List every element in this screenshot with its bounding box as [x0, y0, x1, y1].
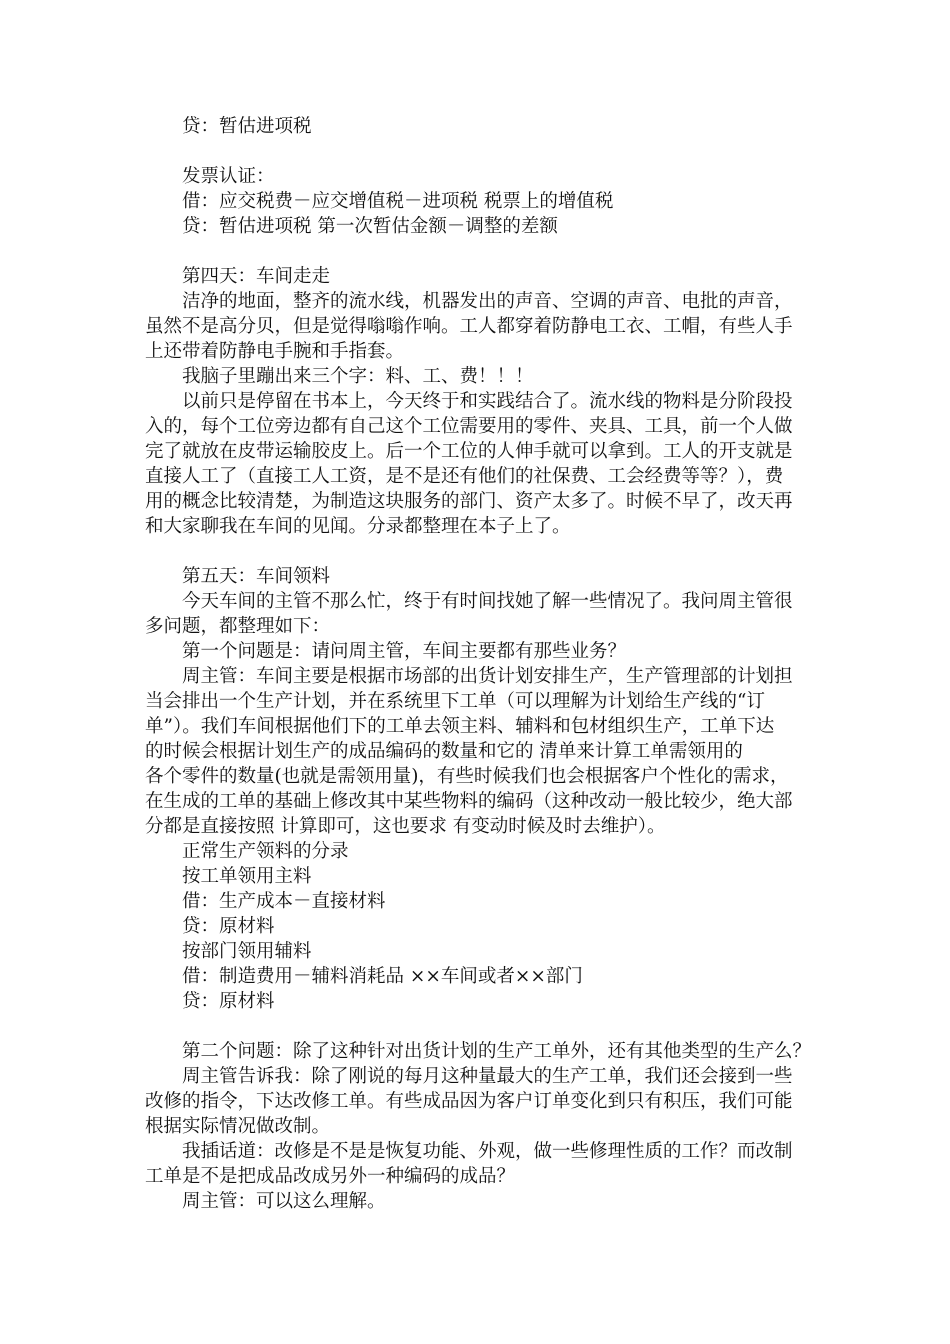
text-line: 我插话道：改修是不是是恢复功能、外观，做一些修理性质的工作？而改制	[182, 1141, 793, 1162]
text-line: 周主管：可以这么理解。	[182, 1191, 386, 1212]
text-line: 当会排出一个生产计划，并在系统里下工单（可以理解为计划给生产线的“订	[145, 691, 765, 712]
section-heading: 第五天：车间领料	[182, 566, 331, 587]
text-line: 我脑子里蹦出来三个字：料、工、费！！！	[182, 366, 534, 387]
text-line: 分都是直接按照 计算即可，这也要求 有变动时候及时去维护）。	[145, 816, 666, 837]
text-line: 根据实际情况做改制。	[145, 1116, 331, 1137]
text-line: 洁净的地面，整齐的流水线，机器发出的声音、空调的声音、电批的声音，	[182, 291, 793, 312]
text-line: 贷：暂估进项税 第一次暂估金额－调整的差额	[182, 216, 558, 237]
text-line: 借：制造费用－辅料消耗品 ××车间或者××部门	[182, 966, 583, 987]
text-line: 虽然不是高分贝，但是觉得嗡嗡作响。工人都穿着防静电工衣、工帽，有些人手	[145, 316, 793, 337]
text-line: 今天车间的主管不那么忙，终于有时间找她了解一些情况了。我问周主管很	[182, 591, 793, 612]
text-line: 工单是不是把成品改成另外一种编码的成品？	[145, 1166, 516, 1187]
text-line: 完了就放在皮带运输胶皮上。后一个工位的人伸手就可以拿到。工人的开支就是	[145, 441, 793, 462]
text-line: 单”）。我们车间根据他们下的工单去领主料、辅料和包材组织生产，工单下达	[145, 716, 775, 737]
text-line: 各个零件的数量(也就是需领用量)，有些时候我们也会根据客户个性化的需求，	[145, 766, 789, 787]
text-line: 周主管：车间主要是根据市场部的出货计划安排生产，生产管理部的计划担	[182, 666, 793, 687]
text-line: 在生成的工单的基础上修改其中某些物料的编码（这种改动一般比较少，绝大部	[145, 791, 793, 812]
text-line: 直接人工了（直接工人工资，是不是还有他们的社保费、工会经费等等？），费	[145, 466, 784, 487]
text-line: 周主管告诉我：除了刚说的每月这种量最大的生产工单，我们还会接到一些	[182, 1066, 793, 1087]
text-line: 贷：暂估进项税	[182, 116, 312, 137]
text-line: 发票认证：	[182, 166, 275, 187]
text-line: 用的概念比较清楚，为制造这块服务的部门、资产太多了。时候不早了，改天再	[145, 491, 793, 512]
text-line: 的时候会根据计划生产的成品编码的数量和它的 清单来计算工单需领用的	[145, 741, 743, 762]
section-heading: 第四天：车间走走	[182, 266, 331, 287]
text-line: 改修的指令，下达改修工单。有些成品因为客户订单变化到只有积压，我们可能	[145, 1091, 793, 1112]
text-line: 正常生产领料的分录	[182, 841, 349, 862]
text-line: 贷：原材料	[182, 916, 275, 937]
text-line: 以前只是停留在书本上，今天终于和实践结合了。流水线的物料是分阶段投	[182, 391, 793, 412]
text-line: 贷：原材料	[182, 991, 275, 1012]
text-line: 和大家聊我在车间的见闻。分录都整理在本子上了。	[145, 516, 571, 537]
text-line: 第一个问题是：请问周主管，车间主要都有那些业务？	[182, 641, 627, 662]
text-line: 多问题，都整理如下：	[145, 616, 331, 637]
text-line: 按部门领用辅料	[182, 941, 312, 962]
text-line: 上还带着防静电手腕和手指套。	[145, 341, 405, 362]
text-line: 按工单领用主料	[182, 866, 312, 887]
text-line: 第二个问题：除了这种针对出货计划的生产工单外，还有其他类型的生产么？	[182, 1041, 812, 1062]
text-line: 入的，每个工位旁边都有自己这个工位需要用的零件、夹具、工具，前一个人做	[145, 416, 793, 437]
text-line: 借：生产成本－直接材料	[182, 891, 386, 912]
text-line: 借：应交税费－应交增值税－进项税 税票上的增值税	[182, 191, 614, 212]
